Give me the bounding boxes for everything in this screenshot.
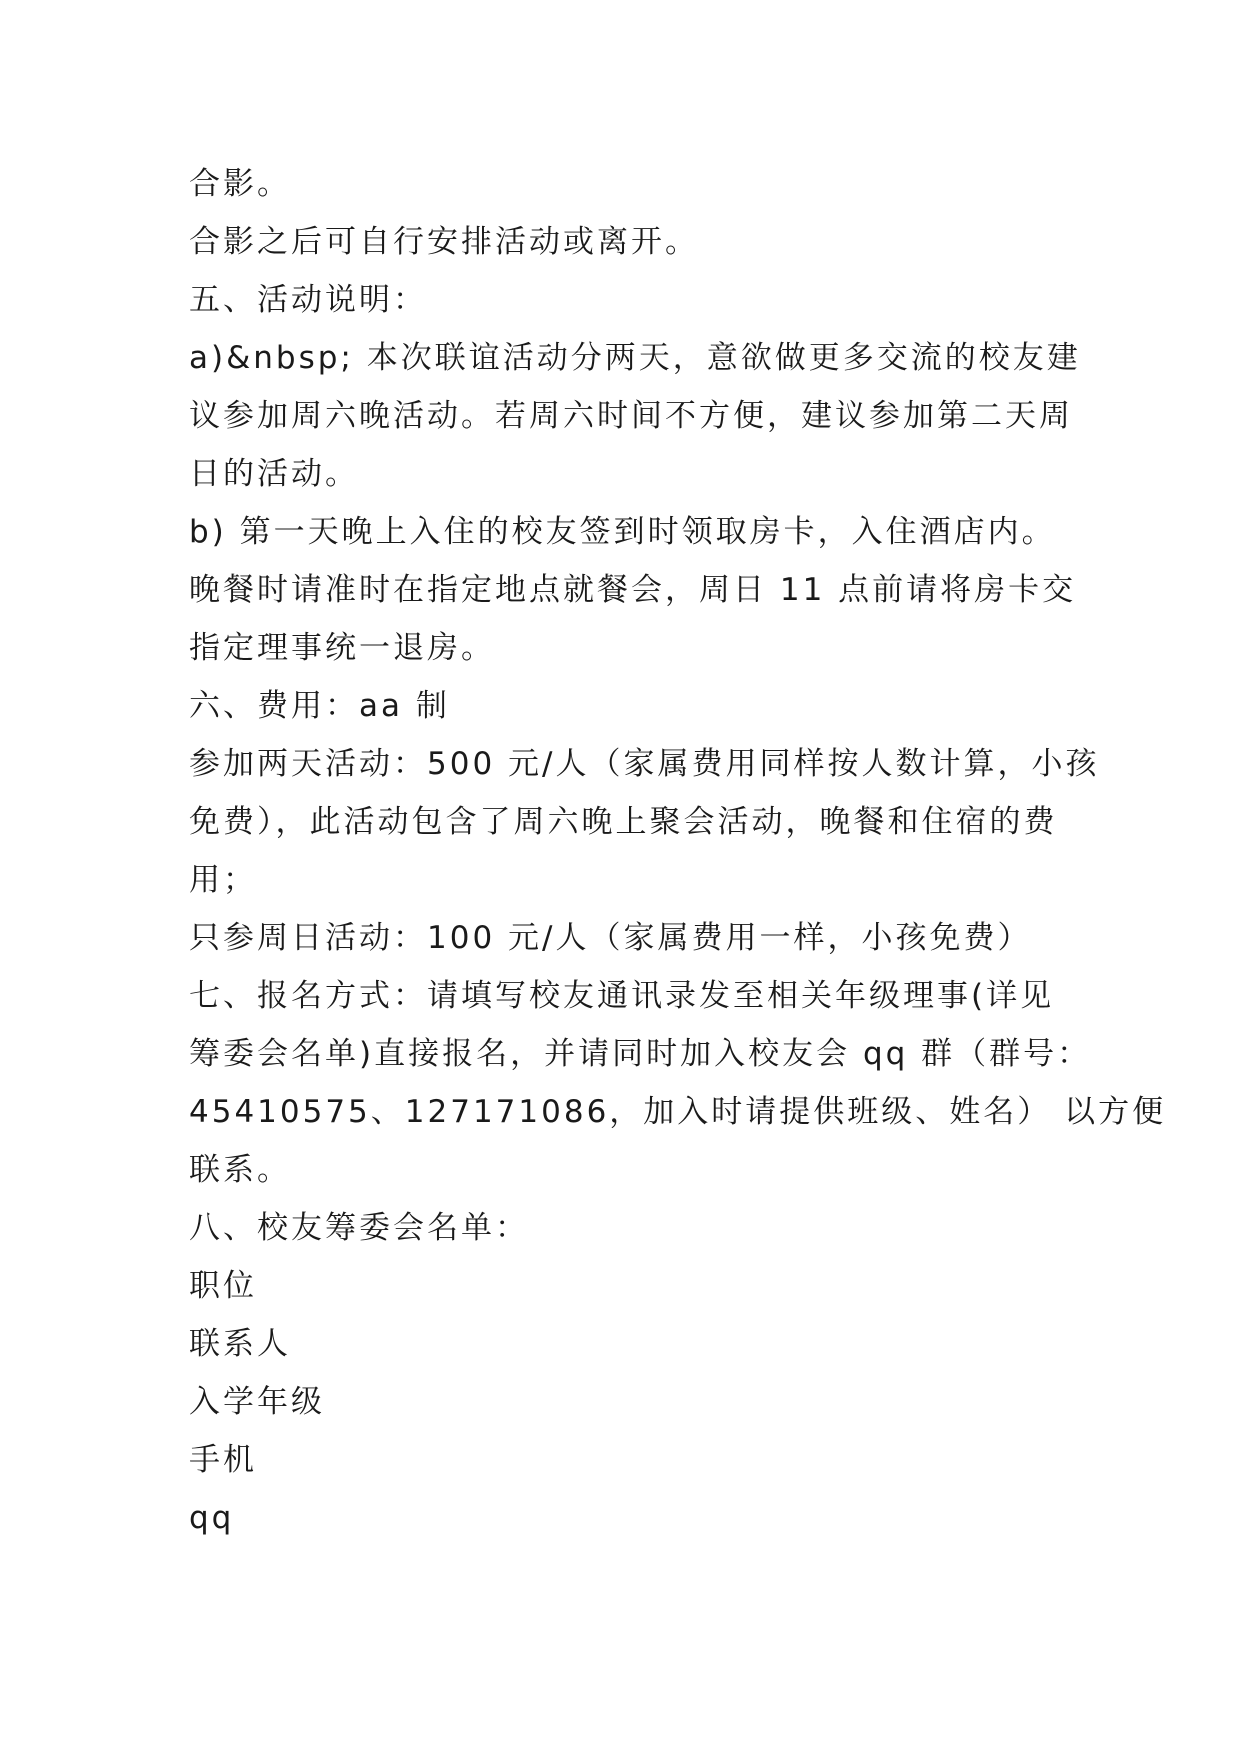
text-line: 议参加周六晚活动。若周六时间不方便，建议参加第二天周	[189, 398, 1073, 434]
text-line: 只参周日活动：100 元/人（家属费用一样，小孩免费）	[189, 920, 1032, 956]
section-heading: 六、费用：aa 制	[189, 688, 450, 724]
list-item: 联系人	[189, 1326, 291, 1362]
list-item: qq	[189, 1500, 235, 1536]
text-line: 联系。	[189, 1152, 291, 1188]
list-item: 手机	[189, 1442, 257, 1478]
text-line: 免费），此活动包含了周六晚上聚会活动，晚餐和住宿的费	[189, 804, 1058, 840]
text-line: 用；	[189, 862, 257, 898]
text-line: 合影之后可自行安排活动或离开。	[189, 224, 699, 260]
text-line: 参加两天活动：500 元/人（家属费用同样按人数计算，小孩	[189, 746, 1100, 782]
text-line: 合影。	[189, 166, 291, 202]
section-heading: 八、校友筹委会名单：	[189, 1210, 529, 1246]
text-line: 日的活动。	[189, 456, 359, 492]
text-line: 指定理事统一退房。	[189, 630, 495, 666]
text-line: 晚餐时请准时在指定地点就餐会，周日 11 点前请将房卡交	[189, 572, 1077, 608]
text-line: 45410575、127171086，加入时请提供班级、姓名） 以方便	[189, 1094, 1167, 1130]
text-line: 筹委会名单)直接报名，并请同时加入校友会 qq 群（群号：	[189, 1036, 1092, 1072]
list-item: 入学年级	[189, 1384, 325, 1420]
section-heading: 七、报名方式：请填写校友通讯录发至相关年级理事(详见	[189, 978, 1055, 1014]
list-item: 职位	[189, 1268, 257, 1304]
section-heading: 五、活动说明：	[189, 282, 427, 318]
text-line: b) 第一天晚上入住的校友签到时领取房卡，入住酒店内。	[189, 514, 1056, 550]
text-line: a)&nbsp; 本次联谊活动分两天，意欲做更多交流的校友建	[189, 340, 1081, 376]
